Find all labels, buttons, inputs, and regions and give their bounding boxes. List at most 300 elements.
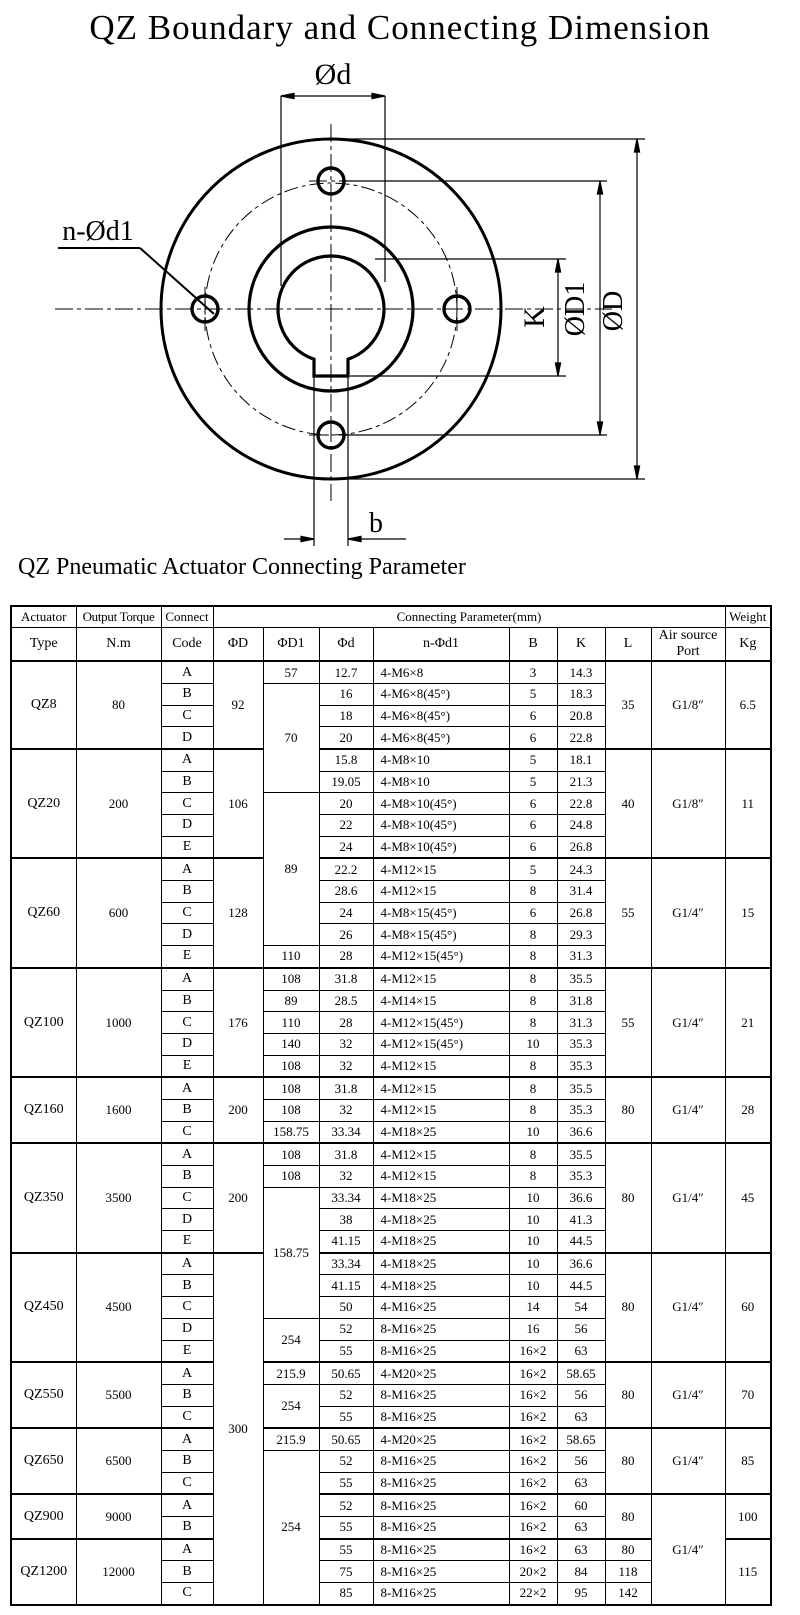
cell-B: 8 (509, 990, 557, 1012)
cell-K: 63 (557, 1539, 605, 1561)
cell-code: C (161, 793, 213, 815)
cell-code: B (161, 683, 213, 705)
cell-phiD1: 108 (263, 1166, 319, 1188)
cell-code: E (161, 946, 213, 968)
header-weight: Weight (725, 606, 771, 628)
cell-torque: 1000 (76, 968, 161, 1077)
cell-L: 80 (605, 1362, 651, 1428)
page-title: QZ Boundary and Connecting Dimension (89, 8, 711, 47)
flange-diagram (0, 54, 800, 552)
cell-B: 10 (509, 1275, 557, 1297)
dim-od1-label: ØD1 (560, 281, 591, 337)
cell-wt: 21 (725, 968, 771, 1077)
cell-code: A (161, 968, 213, 990)
cell-L: 40 (605, 749, 651, 858)
cell-K: 58.65 (557, 1362, 605, 1384)
cell-phid: 15.8 (319, 749, 373, 771)
cell-code: A (161, 1428, 213, 1450)
cell-B: 10 (509, 1121, 557, 1143)
header-row-1 (11, 606, 771, 628)
parameters-table-body (11, 661, 771, 1605)
cell-code: B (161, 1275, 213, 1297)
cell-phiD: 128 (213, 858, 263, 967)
cell-code: B (161, 990, 213, 1012)
cell-B: 8 (509, 881, 557, 903)
cell-B: 10 (509, 1187, 557, 1209)
cell-phiD1: 215.9 (263, 1428, 319, 1450)
cell-air: G1/8″ (651, 749, 725, 858)
cell-code: B (161, 771, 213, 793)
cell-n: 4-M12×15(45°) (373, 946, 509, 968)
cell-K: 20.8 (557, 705, 605, 727)
cell-K: 63 (557, 1472, 605, 1494)
cell-n: 8-M16×25 (373, 1517, 509, 1539)
cell-n: 4-M18×25 (373, 1231, 509, 1253)
cell-phid: 33.34 (319, 1187, 373, 1209)
cell-L: 118 (605, 1561, 651, 1583)
header-connect: Connect (161, 606, 213, 628)
cell-n: 4-M18×25 (373, 1209, 509, 1231)
cell-K: 56 (557, 1318, 605, 1340)
cell-wt: 100 (725, 1494, 771, 1538)
cell-wt: 85 (725, 1428, 771, 1494)
dim-od-label: Ød (314, 58, 352, 91)
cell-wt: 70 (725, 1362, 771, 1428)
cell-n: 4-M8×15(45°) (373, 902, 509, 924)
cell-K: 63 (557, 1340, 605, 1362)
table-row (11, 1077, 771, 1099)
cell-phiD: 176 (213, 968, 263, 1077)
cell-K: 35.3 (557, 1166, 605, 1188)
cell-K: 26.8 (557, 902, 605, 924)
cell-K: 84 (557, 1561, 605, 1583)
cell-K: 60 (557, 1494, 605, 1516)
cell-n: 4-M6×8(45°) (373, 705, 509, 727)
cell-phid: 28 (319, 1012, 373, 1034)
cell-wt: 11 (725, 749, 771, 858)
cell-phiD1: 110 (263, 1012, 319, 1034)
cell-n: 4-M18×25 (373, 1187, 509, 1209)
dim-b (284, 376, 406, 546)
cell-phid: 31.8 (319, 968, 373, 990)
cell-phid: 32 (319, 1033, 373, 1055)
header-code: Code (161, 628, 213, 662)
table-row (11, 749, 771, 771)
cell-n: 8-M16×25 (373, 1494, 509, 1516)
cell-code: C (161, 1406, 213, 1428)
cell-code: C (161, 1121, 213, 1143)
cell-B: 14 (509, 1297, 557, 1319)
header-type: Type (11, 628, 76, 662)
cell-B: 8 (509, 1166, 557, 1188)
cell-B: 6 (509, 793, 557, 815)
cell-B: 16 (509, 1318, 557, 1340)
cell-code: C (161, 1297, 213, 1319)
cell-code: E (161, 1055, 213, 1077)
cell-phiD: 92 (213, 661, 263, 749)
cell-B: 10 (509, 1231, 557, 1253)
cell-B: 8 (509, 1143, 557, 1165)
cell-n: 4-M6×8(45°) (373, 727, 509, 749)
cell-n: 8-M16×25 (373, 1583, 509, 1605)
cell-air: G1/4″ (651, 1362, 725, 1428)
parameters-table (10, 605, 772, 1606)
cell-n: 4-M12×15 (373, 968, 509, 990)
cell-K: 36.6 (557, 1121, 605, 1143)
cell-phiD1: 108 (263, 1077, 319, 1099)
cell-phid: 28.5 (319, 990, 373, 1012)
cell-type: QZ100 (11, 968, 76, 1077)
cell-phid: 26 (319, 924, 373, 946)
cell-torque: 200 (76, 749, 161, 858)
cell-B: 8 (509, 1099, 557, 1121)
cell-phid: 41.15 (319, 1275, 373, 1297)
cell-torque: 1600 (76, 1077, 161, 1143)
cell-phiD1: 108 (263, 1055, 319, 1077)
cell-phiD1: 89 (263, 793, 319, 946)
cell-wt: 60 (725, 1253, 771, 1362)
cell-type: QZ650 (11, 1428, 76, 1494)
cell-B: 10 (509, 1209, 557, 1231)
cell-n: 4-M8×15(45°) (373, 924, 509, 946)
table-row (11, 858, 771, 880)
cell-code: D (161, 727, 213, 749)
cell-torque: 9000 (76, 1494, 161, 1538)
cell-K: 18.3 (557, 683, 605, 705)
cell-phid: 50.65 (319, 1362, 373, 1384)
cell-L: 55 (605, 968, 651, 1077)
cell-code: C (161, 1472, 213, 1494)
cell-code: B (161, 1099, 213, 1121)
cell-K: 31.3 (557, 1012, 605, 1034)
cell-K: 44.5 (557, 1275, 605, 1297)
cell-phid: 52 (319, 1384, 373, 1406)
cell-n: 8-M16×25 (373, 1384, 509, 1406)
cell-wt: 28 (725, 1077, 771, 1143)
cell-n: 4-M12×15 (373, 1055, 509, 1077)
cell-phid: 24 (319, 902, 373, 924)
hole-callout-label: n-Ød1 (62, 216, 134, 247)
cell-n: 4-M12×15(45°) (373, 1033, 509, 1055)
dim-b-label: b (369, 508, 383, 539)
cell-code: A (161, 1539, 213, 1561)
header-k: K (557, 628, 605, 662)
cell-phiD1: 108 (263, 1099, 319, 1121)
cell-n: 4-M16×25 (373, 1297, 509, 1319)
cell-K: 21.3 (557, 771, 605, 793)
cell-type: QZ20 (11, 749, 76, 858)
cell-type: QZ450 (11, 1253, 76, 1362)
cell-air: G1/4″ (651, 1077, 725, 1143)
cell-L: 80 (605, 1253, 651, 1362)
cell-air: G1/8″ (651, 661, 725, 749)
cell-B: 16×2 (509, 1539, 557, 1561)
cell-n: 4-M12×15 (373, 1099, 509, 1121)
cell-n: 4-M12×15 (373, 858, 509, 880)
cell-phid: 52 (319, 1494, 373, 1516)
header-l: L (605, 628, 651, 662)
cell-n: 8-M16×25 (373, 1406, 509, 1428)
cell-K: 35.5 (557, 1077, 605, 1099)
cell-phiD: 300 (213, 1253, 263, 1605)
cell-K: 56 (557, 1384, 605, 1406)
cell-code: D (161, 924, 213, 946)
cell-K: 35.5 (557, 968, 605, 990)
cell-code: B (161, 1384, 213, 1406)
cell-code: E (161, 1231, 213, 1253)
cell-B: 5 (509, 858, 557, 880)
cell-phid: 41.15 (319, 1231, 373, 1253)
cell-phid: 33.34 (319, 1253, 373, 1275)
cell-air: G1/4″ (651, 858, 725, 967)
cell-phid: 55 (319, 1340, 373, 1362)
cell-phid: 38 (319, 1209, 373, 1231)
page (0, 8, 800, 1615)
cell-type: QZ160 (11, 1077, 76, 1143)
cell-n: 4-M18×25 (373, 1121, 509, 1143)
cell-B: 6 (509, 705, 557, 727)
cell-code: B (161, 1450, 213, 1472)
cell-wt: 15 (725, 858, 771, 967)
cell-phid: 22.2 (319, 858, 373, 880)
cell-phid: 19.05 (319, 771, 373, 793)
cell-B: 16×2 (509, 1428, 557, 1450)
cell-n: 4-M12×15(45°) (373, 1012, 509, 1034)
cell-K: 58.65 (557, 1428, 605, 1450)
header-n-phi-d1: n-Φd1 (373, 628, 509, 662)
cell-code: A (161, 1253, 213, 1275)
cell-K: 63 (557, 1517, 605, 1539)
cell-phid: 31.8 (319, 1077, 373, 1099)
header-phi-d: ΦD (213, 628, 263, 662)
cell-K: 36.6 (557, 1187, 605, 1209)
cell-air: G1/4″ (651, 968, 725, 1077)
cell-n: 4-M20×25 (373, 1428, 509, 1450)
cell-torque: 6500 (76, 1428, 161, 1494)
cell-wt: 115 (725, 1539, 771, 1605)
cell-K: 29.3 (557, 924, 605, 946)
cell-K: 14.3 (557, 661, 605, 683)
cell-B: 5 (509, 683, 557, 705)
table-row (11, 1494, 771, 1516)
cell-phiD1: 89 (263, 990, 319, 1012)
cell-n: 4-M6×8(45°) (373, 683, 509, 705)
cell-B: 8 (509, 1012, 557, 1034)
cell-phid: 20 (319, 793, 373, 815)
cell-type: QZ550 (11, 1362, 76, 1428)
cell-K: 54 (557, 1297, 605, 1319)
cell-torque: 600 (76, 858, 161, 967)
cell-B: 8 (509, 1077, 557, 1099)
cell-phiD1: 110 (263, 946, 319, 968)
cell-phiD1: 57 (263, 661, 319, 683)
dim-odd-label: ØD (598, 290, 629, 332)
cell-code: C (161, 1187, 213, 1209)
cell-K: 18.1 (557, 749, 605, 771)
cell-n: 8-M16×25 (373, 1561, 509, 1583)
cell-B: 10 (509, 1253, 557, 1275)
cell-phid: 55 (319, 1517, 373, 1539)
header-actuator: Actuator (11, 606, 76, 628)
cell-n: 8-M16×25 (373, 1318, 509, 1340)
cell-code: A (161, 1494, 213, 1516)
cell-code: B (161, 1166, 213, 1188)
header-b: B (509, 628, 557, 662)
flange-drawing-svg (0, 54, 800, 552)
cell-code: A (161, 1077, 213, 1099)
cell-phiD1: 254 (263, 1384, 319, 1428)
cell-B: 16×2 (509, 1406, 557, 1428)
cell-wt: 45 (725, 1143, 771, 1252)
header-connecting-parameter: Connecting Parameter(mm) (213, 606, 725, 628)
header-air-source-port: Air source Port (651, 628, 725, 662)
cell-L: 55 (605, 858, 651, 967)
cell-torque: 3500 (76, 1143, 161, 1252)
cell-code: D (161, 1033, 213, 1055)
cell-K: 31.3 (557, 946, 605, 968)
cell-type: QZ60 (11, 858, 76, 967)
table-row (11, 968, 771, 990)
cell-n: 4-M12×15 (373, 1143, 509, 1165)
cell-phiD: 200 (213, 1143, 263, 1252)
cell-air: G1/4″ (651, 1494, 725, 1604)
cell-code: C (161, 1012, 213, 1034)
cell-phid: 52 (319, 1318, 373, 1340)
cell-L: 142 (605, 1583, 651, 1605)
header-nm: N.m (76, 628, 161, 662)
table-row (11, 1143, 771, 1165)
cell-phid: 31.8 (319, 1143, 373, 1165)
cell-B: 3 (509, 661, 557, 683)
cell-phid: 75 (319, 1561, 373, 1583)
cell-B: 5 (509, 749, 557, 771)
cell-phid: 55 (319, 1539, 373, 1561)
cell-B: 16×2 (509, 1362, 557, 1384)
cell-K: 35.5 (557, 1143, 605, 1165)
cell-n: 4-M18×25 (373, 1253, 509, 1275)
cell-phid: 22 (319, 815, 373, 837)
cell-phid: 50 (319, 1297, 373, 1319)
cell-phiD1: 215.9 (263, 1362, 319, 1384)
cell-code: D (161, 815, 213, 837)
cell-phiD1: 158.75 (263, 1121, 319, 1143)
cell-phid: 50.65 (319, 1428, 373, 1450)
cell-n: 8-M16×25 (373, 1340, 509, 1362)
cell-n: 8-M16×25 (373, 1539, 509, 1561)
cell-n: 4-M14×15 (373, 990, 509, 1012)
cell-K: 35.3 (557, 1055, 605, 1077)
cell-B: 16×2 (509, 1340, 557, 1362)
header-output-torque: Output Torque (76, 606, 161, 628)
cell-type: QZ350 (11, 1143, 76, 1252)
table-title: QZ Pneumatic Actuator Connecting Parameter (18, 554, 466, 580)
cell-B: 6 (509, 815, 557, 837)
cell-code: C (161, 1583, 213, 1605)
cell-B: 10 (509, 1033, 557, 1055)
cell-n: 4-M12×15 (373, 881, 509, 903)
table-row (11, 1253, 771, 1275)
cell-code: C (161, 902, 213, 924)
cell-phid: 28.6 (319, 881, 373, 903)
cell-phid: 52 (319, 1450, 373, 1472)
cell-K: 22.8 (557, 727, 605, 749)
cell-phiD1: 254 (263, 1318, 319, 1362)
cell-phid: 55 (319, 1472, 373, 1494)
cell-K: 56 (557, 1450, 605, 1472)
cell-type: QZ8 (11, 661, 76, 749)
cell-n: 4-M8×10 (373, 749, 509, 771)
cell-n: 4-M20×25 (373, 1362, 509, 1384)
cell-L: 80 (605, 1428, 651, 1494)
cell-torque: 80 (76, 661, 161, 749)
cell-K: 35.3 (557, 1033, 605, 1055)
cell-phid: 32 (319, 1055, 373, 1077)
cell-B: 8 (509, 924, 557, 946)
cell-torque: 5500 (76, 1362, 161, 1428)
cell-K: 35.3 (557, 1099, 605, 1121)
cell-code: A (161, 1362, 213, 1384)
cell-B: 16×2 (509, 1472, 557, 1494)
cell-wt: 6.5 (725, 661, 771, 749)
cell-code: D (161, 1209, 213, 1231)
cell-n: 4-M8×10(45°) (373, 836, 509, 858)
header-kg: Kg (725, 628, 771, 662)
cell-L: 35 (605, 661, 651, 749)
cell-B: 6 (509, 902, 557, 924)
cell-phiD1: 70 (263, 683, 319, 792)
cell-phid: 33.34 (319, 1121, 373, 1143)
cell-code: B (161, 1517, 213, 1539)
cell-code: E (161, 1340, 213, 1362)
cell-phid: 12.7 (319, 661, 373, 683)
cell-n: 4-M8×10(45°) (373, 815, 509, 837)
cell-K: 26.8 (557, 836, 605, 858)
cell-code: A (161, 661, 213, 683)
cell-n: 8-M16×25 (373, 1472, 509, 1494)
cell-K: 63 (557, 1406, 605, 1428)
cell-B: 20×2 (509, 1561, 557, 1583)
cell-phiD1: 254 (263, 1450, 319, 1604)
table-row (11, 1362, 771, 1384)
cell-B: 6 (509, 727, 557, 749)
cell-code: A (161, 749, 213, 771)
cell-K: 31.8 (557, 990, 605, 1012)
cell-K: 24.8 (557, 815, 605, 837)
cell-phid: 18 (319, 705, 373, 727)
cell-code: D (161, 1318, 213, 1340)
cell-phiD: 106 (213, 749, 263, 858)
header-phi-d-small: Φd (319, 628, 373, 662)
cell-n: 8-M16×25 (373, 1450, 509, 1472)
cell-code: B (161, 881, 213, 903)
cell-B: 5 (509, 771, 557, 793)
cell-B: 6 (509, 836, 557, 858)
cell-code: A (161, 1143, 213, 1165)
cell-L: 80 (605, 1539, 651, 1561)
cell-code: A (161, 858, 213, 880)
cell-n: 4-M8×10 (373, 771, 509, 793)
cell-type: QZ1200 (11, 1539, 76, 1605)
cell-phid: 55 (319, 1406, 373, 1428)
cell-torque: 4500 (76, 1253, 161, 1362)
cell-K: 95 (557, 1583, 605, 1605)
cell-K: 36.6 (557, 1253, 605, 1275)
cell-code: E (161, 836, 213, 858)
cell-type: QZ900 (11, 1494, 76, 1538)
cell-phiD1: 108 (263, 1143, 319, 1165)
cell-phid: 32 (319, 1166, 373, 1188)
cell-phid: 28 (319, 946, 373, 968)
